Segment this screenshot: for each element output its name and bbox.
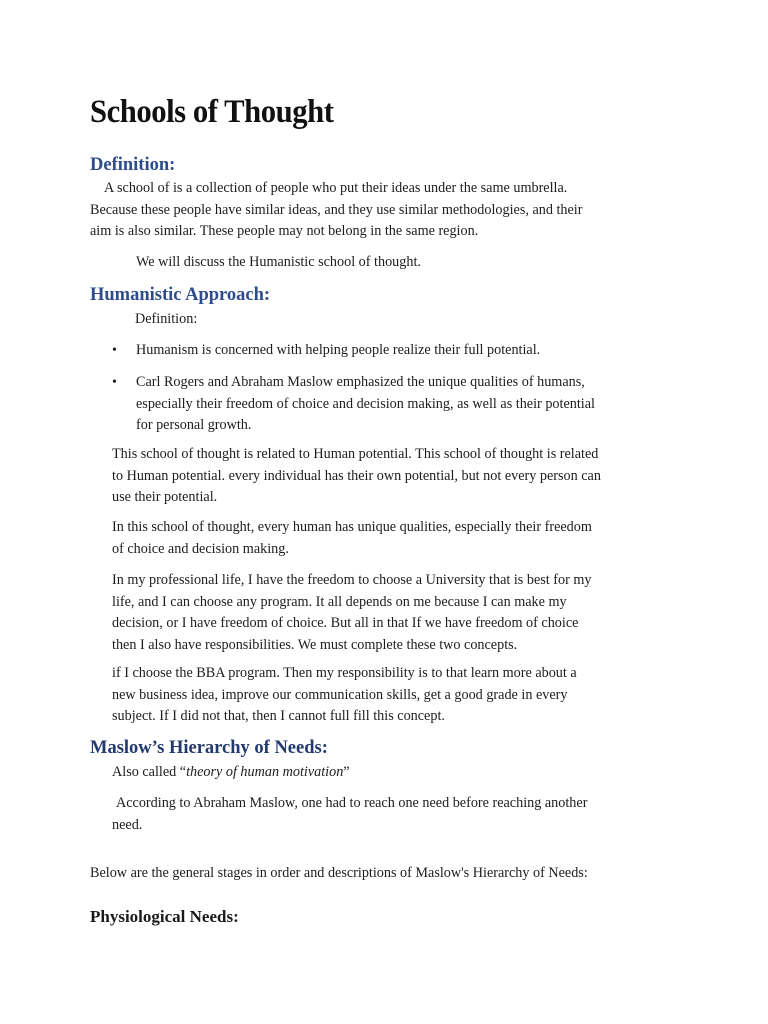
para-1-line-2: to Human potential. every individual has their own potential, but not every person can (112, 467, 601, 484)
definition-heading: Definition: (90, 155, 176, 175)
para-3-line-1: In my professional life, I have the freedom to choose a University that is best for my (112, 572, 592, 588)
discuss-line: We will discuss the Humanistic school of thought. (136, 254, 421, 270)
para-3-line-2: life, and I can choose any program. It all depends on me because I can make my (112, 593, 567, 610)
para-4-line-1: if I choose the BBA program. Then my responsibility is to that learn more about a (112, 665, 577, 681)
page-title: Schools of Thought (90, 94, 334, 130)
stages-intro: Below are the general stages in order and descriptions of Maslow's Hierarchy of Needs: (90, 865, 588, 881)
bullet-1-text: Humanism is concerned with helping people realize their full potential. (136, 342, 541, 358)
definition-line-3: aim is also similar. These people may not belong in the same region. (90, 223, 479, 239)
humanistic-heading: Humanistic Approach: (90, 285, 271, 305)
bullet-2-marker: • (112, 375, 117, 390)
also-called-suffix: ” (343, 764, 350, 780)
definition-line-1: A school of is a collection of people who put their ideas under the same umbrella. (104, 180, 568, 196)
para-4-line-2: new business idea, improve our communication skills, get a good grade in every (112, 686, 568, 703)
para-1-line-3: use their potential. (112, 489, 218, 505)
definition-line-2: Because these people have similar ideas, and they use similar methodologies, and their (90, 201, 583, 218)
bullet-2-line-2: especially their freedom of choice and decision making, as well as their potential (136, 395, 595, 412)
para-1-line-1: This school of thought is related to Human potential. This school of thought is related (112, 446, 599, 462)
bullet-2-line-3: for personal growth. (136, 417, 252, 433)
also-called-line (112, 762, 350, 784)
humanistic-subheading: Definition: (135, 311, 198, 327)
para-3-line-3: decision, or I have freedom of choice. But all in that If we have freedom of choice (112, 615, 579, 631)
according-line-1: According to Abraham Maslow, one had to reach one need before reaching another (116, 795, 588, 811)
maslow-heading: Maslow’s Hierarchy of Needs: (90, 738, 328, 758)
also-called-prefix: Also called “ (112, 764, 187, 780)
bullet-2-line-1: Carl Rogers and Abraham Maslow emphasized the unique qualities of humans, (136, 374, 585, 390)
also-called-term: theory of human motivation (186, 764, 344, 780)
para-2-line-1: In this school of thought, every human has unique qualities, especially their freedom (112, 519, 592, 535)
para-2-line-2: of choice and decision making. (112, 540, 289, 557)
physiological-heading: Physiological Needs: (90, 907, 239, 926)
para-4-line-3: subject. If I did not that, then I cannot full fill this concept. (112, 708, 445, 724)
bullet-1-marker: • (112, 343, 117, 358)
according-line-2: need. (112, 816, 143, 833)
para-3-line-4: then I also have responsibilities. We must complete these two concepts. (112, 636, 518, 653)
